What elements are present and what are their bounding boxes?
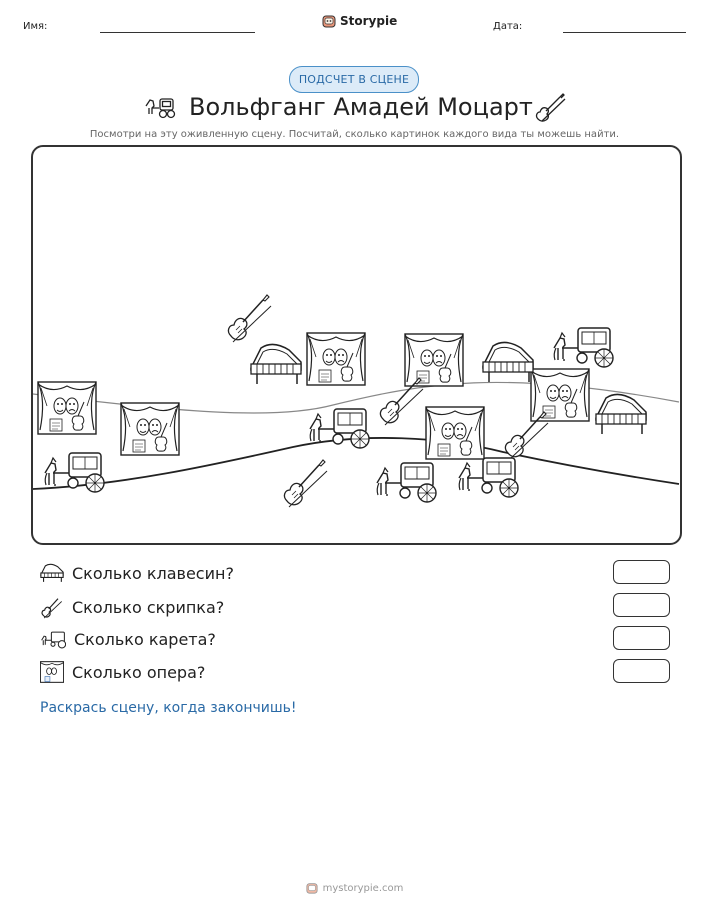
footer-url[interactable]: mystorypie.com [322,882,404,894]
opera-stage-icon [40,661,64,683]
violin-icon [228,295,271,342]
carriage-icon [459,458,518,497]
violin-icon [284,460,327,507]
opera-stage-icon [121,403,179,455]
answer-box-violin[interactable] [613,593,670,617]
violin-icon [40,595,64,619]
opera-stage-icon [531,369,589,421]
page-title: Вольфганг Амадей Моцарт [189,93,533,121]
carriage-icon [377,463,436,502]
answer-box-opera[interactable] [613,659,670,683]
opera-stage-icon [307,333,365,385]
counting-scene [31,145,682,545]
answer-box-harpsichord[interactable] [613,560,670,584]
harpsichord-icon [40,562,64,584]
storypie-mascot-icon [306,882,318,894]
question-harpsichord [40,562,234,584]
answer-box-carriage[interactable] [613,626,670,650]
name-label: Имя: [23,21,48,32]
date-label: Дата: [493,21,523,32]
instructions: Посмотри на эту оживленную сцену. Посчитай, сколько картинок каждого вида ты можешь найти. [89,129,620,140]
question-label: Сколько карета? [74,629,216,649]
activity-badge: ПОДСЧЕТ В СЦЕНЕ [289,66,419,93]
opera-stage-icon [426,407,484,459]
carriage-icon [143,94,177,120]
footer [0,882,709,894]
question-carriage [40,628,216,650]
harpsichord-icon [596,394,646,434]
name-line[interactable] [100,32,255,33]
storypie-mascot-icon [322,14,336,28]
date-line[interactable] [563,32,686,33]
brand-name: Storypie [340,14,398,28]
violin-icon [534,91,568,123]
opera-stage-icon [38,382,96,434]
brand-logo [322,14,397,28]
question-label: Сколько опера? [72,662,206,682]
question-label: Сколько скрипка? [72,597,225,617]
harpsichord-icon [251,344,301,384]
finish-note: Раскрась сцену, когда закончишь! [40,700,297,716]
harpsichord-icon [483,342,533,382]
question-label: Сколько клавесин? [72,563,234,583]
carriage-icon [554,328,613,367]
question-opera [40,661,205,683]
carriage-icon [40,628,66,650]
carriage-icon [45,453,104,492]
scene-illustration [33,147,680,543]
opera-stage-icon [405,334,463,386]
question-violin [40,595,224,619]
